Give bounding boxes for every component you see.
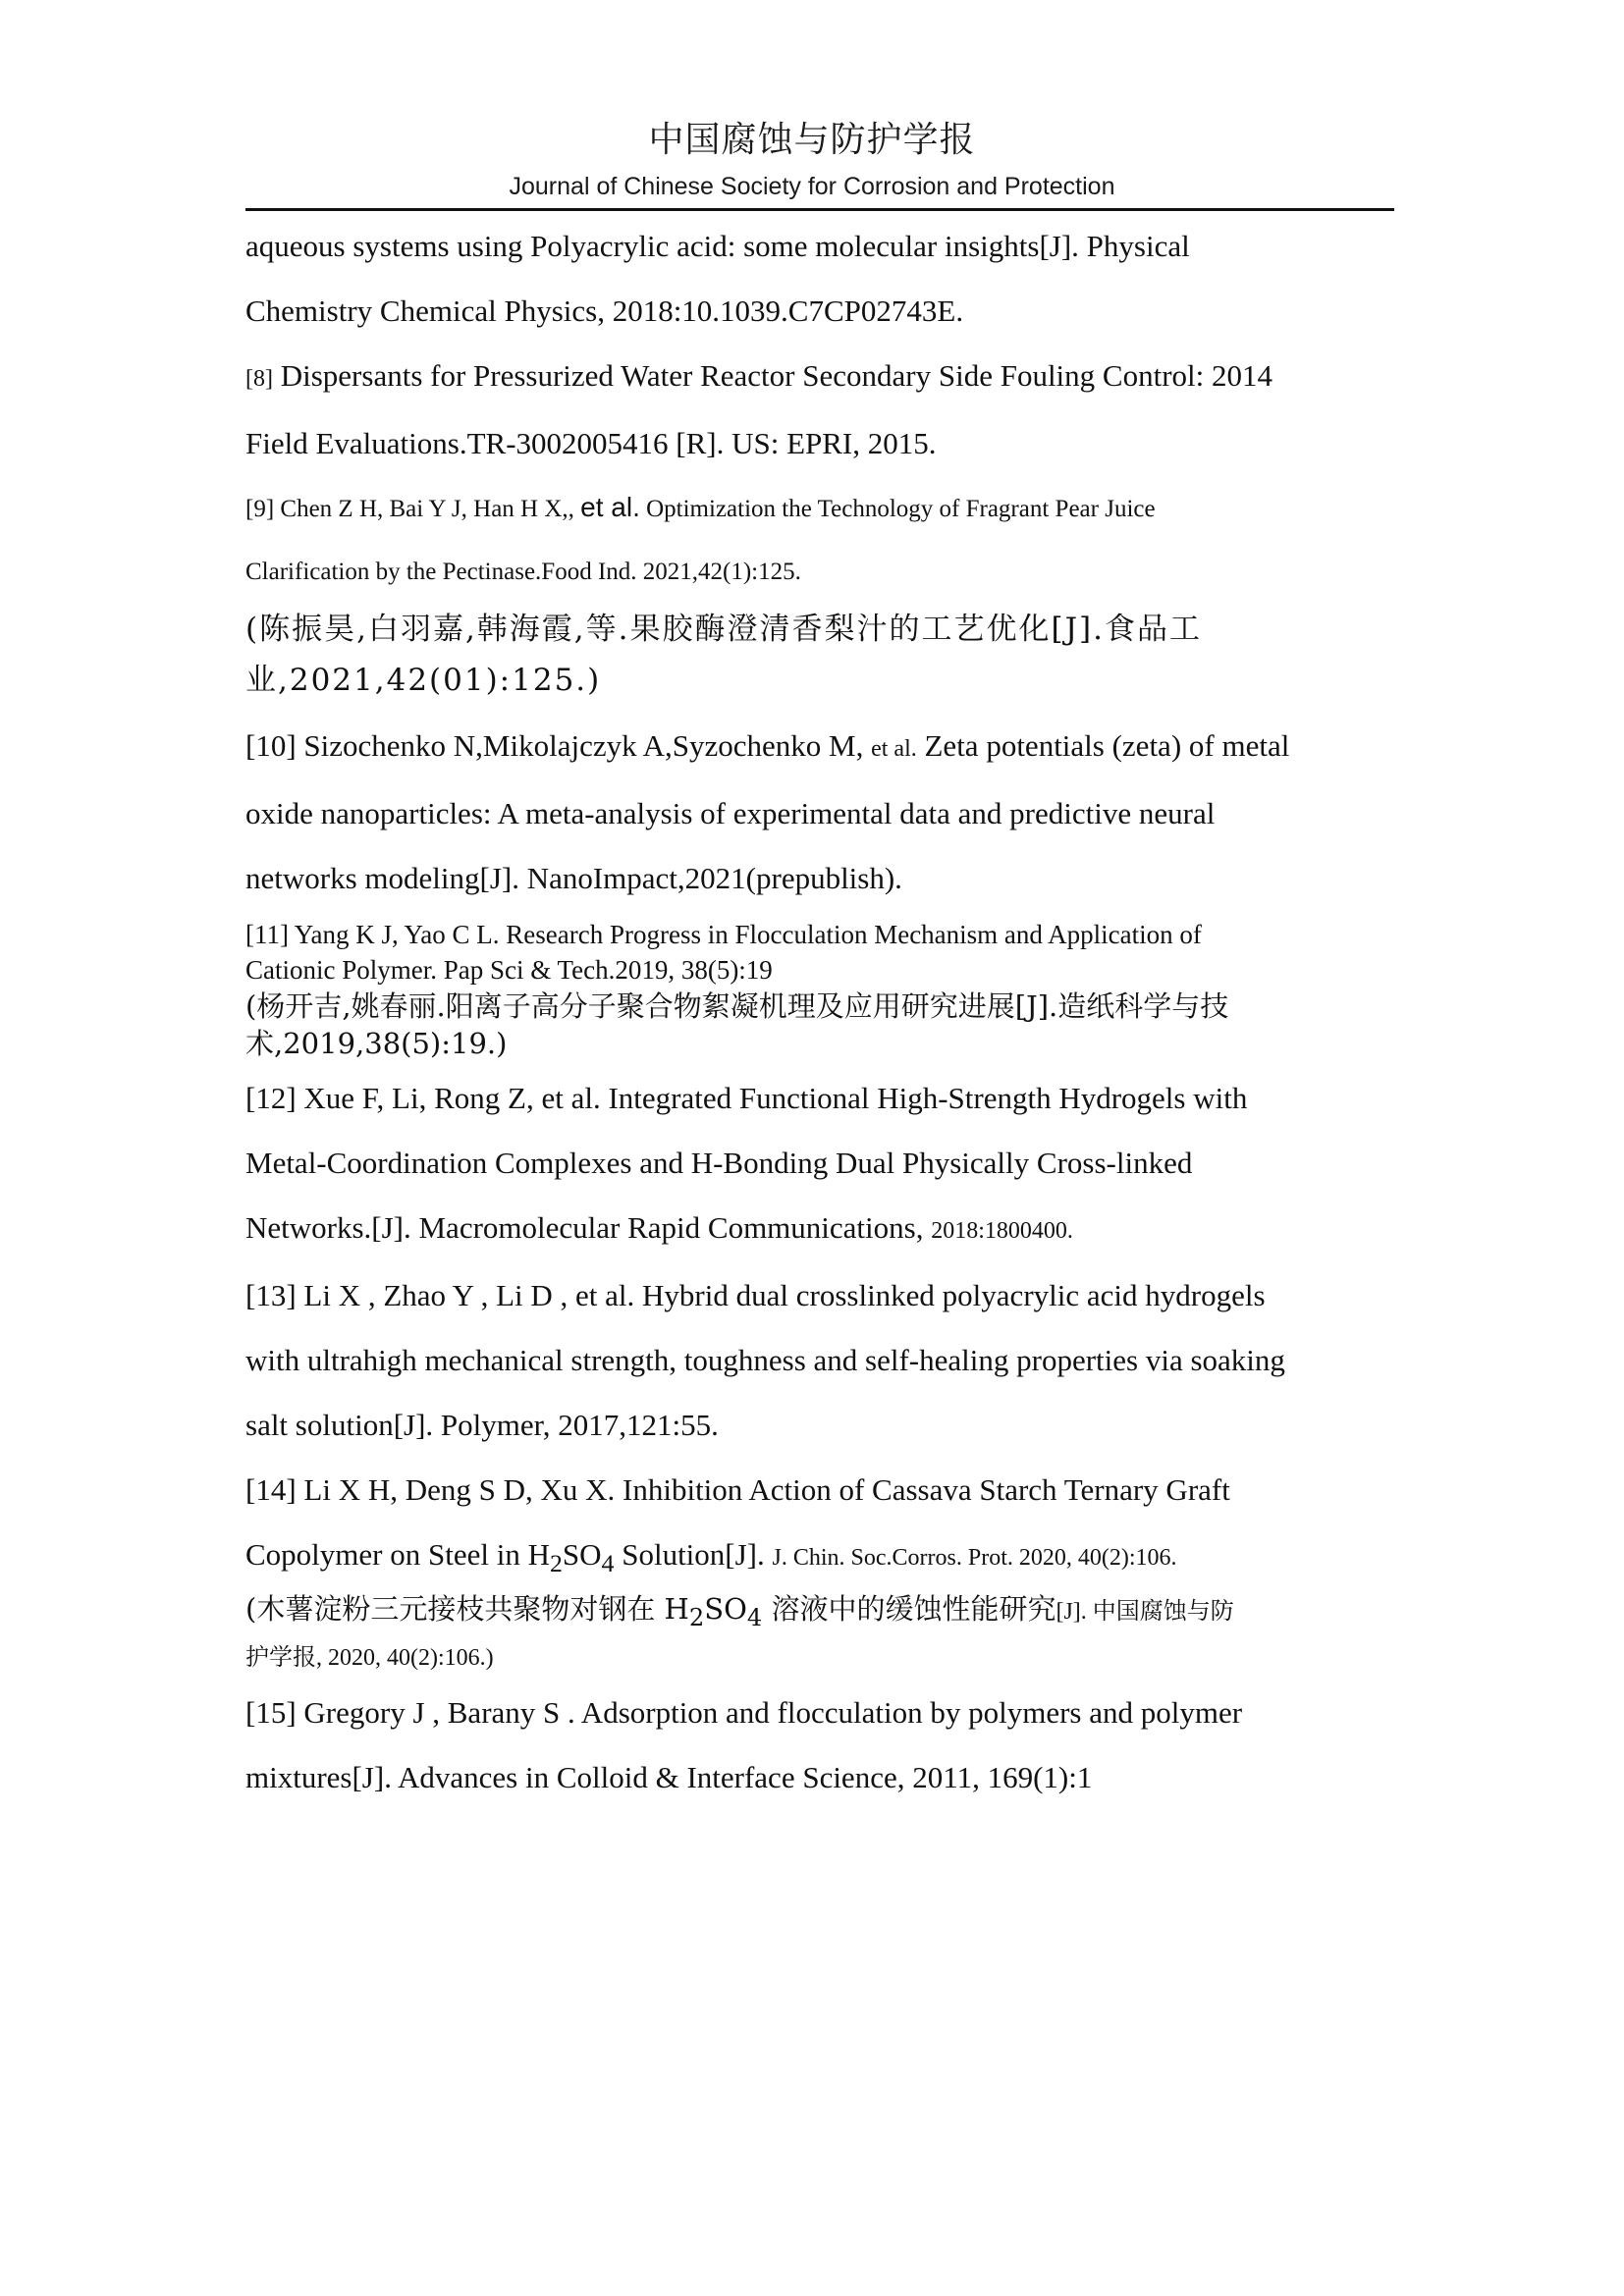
ref-line: Chemistry Chemical Physics, 2018:10.1039.C7CP02743E.	[245, 294, 964, 328]
ref-small: [J].	[1056, 1599, 1093, 1626]
subscript: 2	[549, 1549, 563, 1578]
ref-line: Zeta potentials (zeta) of metal	[916, 728, 1290, 763]
ref-line: [13] Li X , Zhao Y , Li D , et al. Hybrid dual crosslinked polyacrylic acid hydrogels	[245, 1278, 1266, 1312]
ref-etal: et al.	[580, 492, 640, 522]
journal-title-cn: 中国腐蚀与防护学报	[648, 120, 976, 160]
ref-text: SO	[704, 1592, 747, 1627]
reference-14-chinese	[245, 1590, 1388, 1677]
reference-9	[245, 476, 1388, 604]
ref-line: (陈振昊,白羽嘉,韩海霞,等.果胶酶澄清香梨汁的工艺优化[J].食品工	[245, 612, 1202, 647]
header-rule	[245, 208, 1394, 211]
ref-line: [15] Gregory J , Barany S . Adsorption and flocculation by polymers and polymer	[245, 1694, 1243, 1730]
ref-line: mixtures[J]. Advances in Colloid & Interface Science, 2011, 169(1):1	[245, 1759, 1093, 1794]
reference-10	[245, 714, 1388, 911]
ref-text: 护学报	[245, 1642, 316, 1671]
reference-11-chinese	[245, 988, 1388, 1062]
reference-13	[245, 1263, 1388, 1458]
reference-7-continuation	[245, 214, 1388, 344]
ref-line: Dispersants for Pressurized Water Reactor Secondary Side Fouling Control: 2014	[272, 358, 1273, 393]
reference-9-chinese	[245, 604, 1388, 706]
reference-8	[245, 344, 1388, 476]
ref-text: (木薯淀粉三元接枝共聚物对钢在 H	[245, 1592, 689, 1627]
reference-list	[245, 214, 1388, 1810]
ref-small: J. Chin. Soc.Corros. Prot. 2020, 40(2):106.	[772, 1545, 1177, 1571]
ref-text: , 2020, 40(2):106.)	[316, 1644, 494, 1671]
ref-line: 业,2021,42(01):125.)	[245, 663, 602, 698]
ref-text: Solution[J].	[614, 1537, 773, 1572]
ref-small: 2018:1800400.	[931, 1218, 1073, 1244]
subscript: 4	[746, 1603, 763, 1631]
reference-14	[245, 1458, 1388, 1596]
ref-line: [11] Yang K J, Yao C L. Research Progress in Flocculation Mechanism and Application of	[245, 920, 1202, 949]
ref-line: salt solution[J]. Polymer, 2017,121:55.	[245, 1408, 719, 1442]
ref-line: Optimization the Technology of Fragrant Pear Juice	[639, 496, 1156, 522]
subscript: 4	[601, 1549, 615, 1578]
ref-line: Field Evaluations.TR-3002005416 [R]. US: EPRI, 2015.	[245, 426, 937, 460]
journal-title-en: Journal of Chinese Society for Corrosion and Protection	[509, 173, 1115, 200]
journal-header	[0, 116, 1624, 204]
ref-line: 术,2019,38(5):19.)	[245, 1027, 508, 1060]
ref-line: [10] Sizochenko N,Mikolajczyk A,Syzochenko M,	[245, 728, 872, 763]
ref-line: [12] Xue F, Li, Rong Z, et al. Integrated Functional High-Strength Hydrogels with	[245, 1081, 1248, 1115]
ref-line: Networks.[J]. Macromolecular Rapid Communications,	[245, 1210, 932, 1245]
ref-line: oxide nanoparticles: A meta-analysis of experimental data and predictive neural	[245, 796, 1216, 830]
ref-text: Copolymer on Steel in H	[245, 1537, 550, 1572]
ref-line: networks modeling[J]. NanoImpact,2021(prepublish).	[245, 861, 902, 895]
reference-15	[245, 1681, 1388, 1810]
reference-12	[245, 1066, 1388, 1263]
ref-line: Cationic Polymer. Pap Sci & Tech.2019, 38(5):19	[245, 955, 773, 985]
ref-line: aqueous systems using Polyacrylic acid: some molecular insights[J]. Physical	[245, 229, 1190, 263]
ref-line: Clarification by the Pectinase.Food Ind. 2021,42(1):125.	[245, 559, 801, 585]
reference-11	[245, 917, 1388, 988]
ref-text: 溶液中的缓蚀性能研究	[762, 1592, 1056, 1627]
ref-line: [14] Li X H, Deng S D, Xu X. Inhibition Action of Cassava Starch Ternary Graft	[245, 1472, 1230, 1507]
ref-etal: et al.	[871, 736, 917, 762]
ref-number: [8]	[245, 366, 273, 392]
subscript: 2	[688, 1603, 705, 1631]
ref-line: Metal-Coordination Complexes and H-Bonding Dual Physically Cross-linked	[245, 1146, 1193, 1180]
ref-text: SO	[562, 1537, 602, 1572]
ref-line: [9] Chen Z H, Bai Y J, Han H X,,	[245, 496, 581, 522]
ref-line: (杨开吉,姚春丽.阳离子高分子聚合物絮凝机理及应用研究进展[J].造纸科学与技	[245, 989, 1229, 1023]
ref-text: 中国腐蚀与防	[1092, 1597, 1234, 1626]
ref-line: with ultrahigh mechanical strength, toughness and self-healing properties via soaking	[245, 1343, 1285, 1377]
